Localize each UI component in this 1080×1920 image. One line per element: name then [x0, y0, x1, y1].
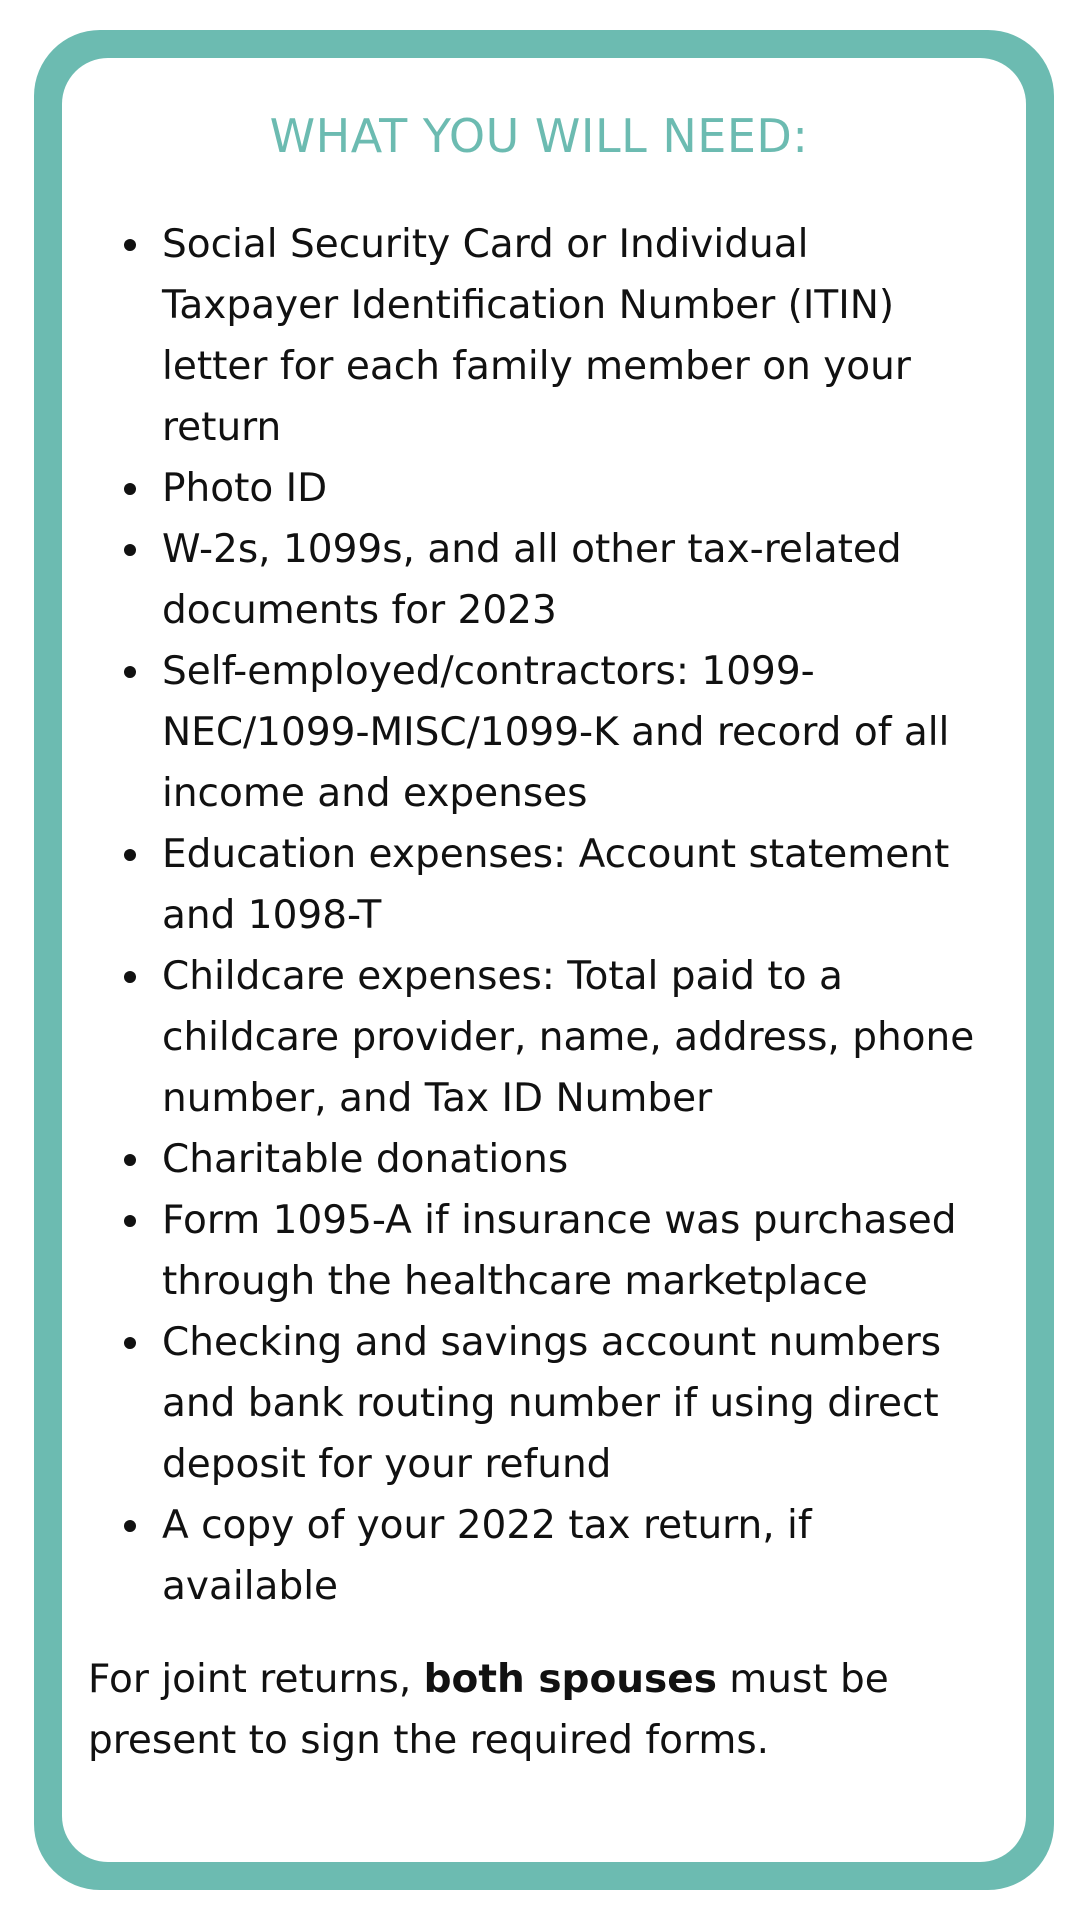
note-text-end: must be present to sign the required forms.: [88, 1657, 889, 1763]
list-item: [88, 1190, 990, 1312]
bullet-icon: [124, 1337, 136, 1349]
list-item: [88, 1495, 990, 1617]
note-emphasis: both spouses: [423, 1657, 717, 1702]
bullet-icon: [124, 544, 136, 556]
bullet-icon: [124, 666, 136, 678]
bullet-icon: [124, 1154, 136, 1166]
list-item: [88, 214, 990, 458]
list-item: [88, 641, 990, 824]
bullet-icon: [124, 1520, 136, 1532]
list-item: [88, 458, 990, 519]
list-item-text: Checking and savings account numbers and bank routing number if using direct deposit for your refund: [162, 1320, 942, 1487]
list-item-text: Social Security Card or Individual Taxpayer Identification Number (ITIN) letter for each family member on your return: [162, 222, 911, 450]
list-item: [88, 1312, 990, 1495]
list-item-text: Self-employed/contractors: 1099-NEC/1099-MISC/1099-K and record of all income and expenses: [162, 649, 950, 816]
requirements-card: [34, 30, 1054, 1890]
card-heading: WHAT YOU WILL NEED:: [269, 109, 809, 163]
bullet-icon: [124, 483, 136, 495]
list-item-text: Education expenses: Account statement and 1098-T: [162, 832, 950, 938]
note-text-start: For joint returns,: [88, 1657, 424, 1702]
list-item: [88, 824, 990, 946]
list-item-text: W-2s, 1099s, and all other tax-related documents for 2023: [162, 527, 902, 633]
bullet-icon: [124, 971, 136, 983]
list-item: [88, 1129, 990, 1190]
list-item-text: Charitable donations: [162, 1137, 569, 1182]
list-item-text: A copy of your 2022 tax return, if available: [162, 1503, 812, 1609]
list-item-text: Form 1095-A if insurance was purchased through the healthcare marketplace: [162, 1198, 957, 1304]
bullet-icon: [124, 849, 136, 861]
bullet-icon: [124, 239, 136, 251]
card-content: [62, 58, 1026, 1862]
list-item: [88, 519, 990, 641]
list-item-text: Childcare expenses: Total paid to a childcare provider, name, address, phone number, and Tax ID Number: [162, 954, 975, 1121]
list-item: [88, 946, 990, 1129]
list-item-text: Photo ID: [162, 466, 328, 511]
bullet-icon: [124, 1215, 136, 1227]
joint-returns-note: [88, 1649, 990, 1771]
requirements-list: [88, 214, 990, 1617]
